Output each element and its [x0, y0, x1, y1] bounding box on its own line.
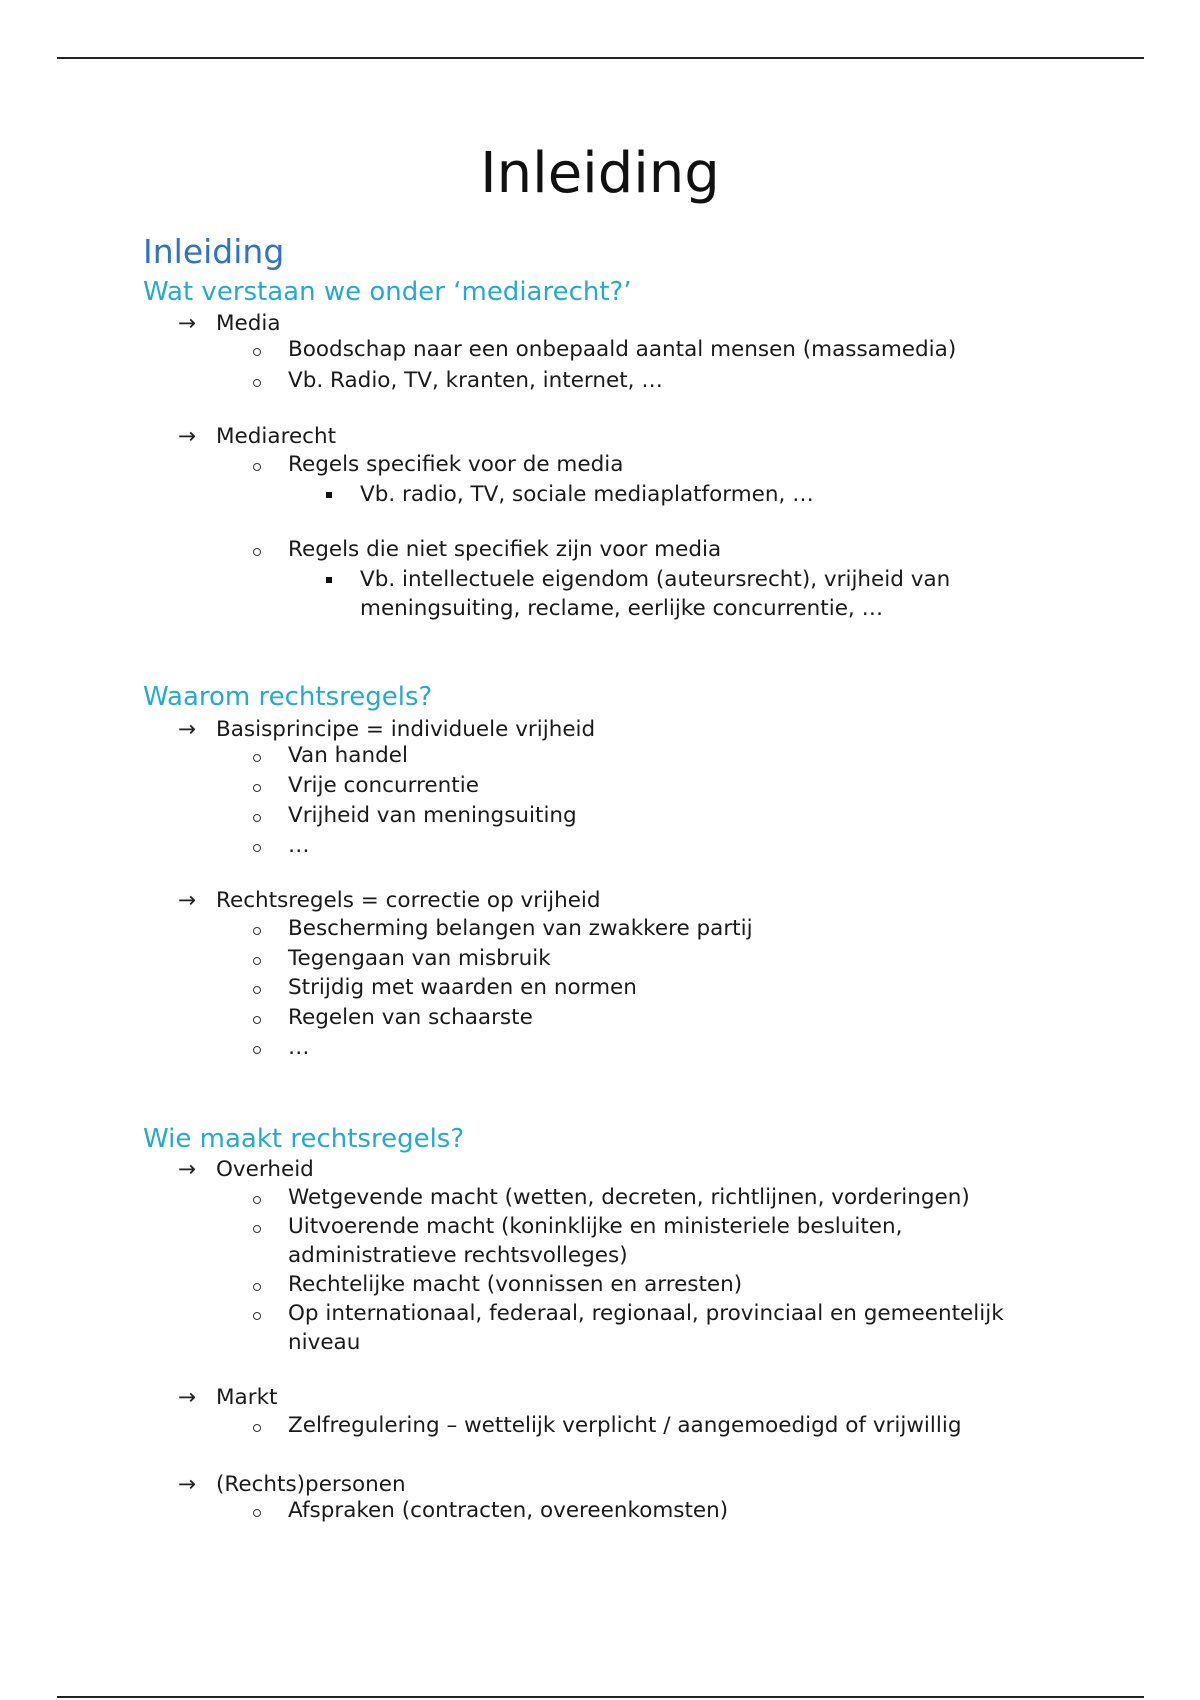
list-item-continuation: administratieve rechtsvolleges): [288, 1243, 628, 1268]
circle-bullet: [253, 1225, 261, 1233]
circle-bullet: [253, 844, 261, 852]
list-item: Wetgevende macht (wetten, decreten, richtlijnen, vorderingen): [288, 1185, 970, 1210]
list-item: Rechtsregels = correctie op vrijheid: [216, 888, 601, 913]
subheading-wie: Wie maakt rechtsregels?: [143, 1124, 465, 1154]
list-item: Markt: [216, 1385, 278, 1410]
circle-bullet: [253, 784, 261, 792]
list-item: Afspraken (contracten, overeenkomsten): [288, 1498, 729, 1523]
list-item: Rechtelijke macht (vonnissen en arresten): [288, 1272, 743, 1297]
arrow-bullet: →: [178, 1472, 197, 1497]
list-item: Van handel: [288, 743, 408, 768]
list-item: Basisprincipe = individuele vrijheid: [216, 717, 596, 742]
circle-bullet: [253, 1196, 261, 1204]
arrow-bullet: →: [178, 717, 197, 742]
circle-bullet: [253, 957, 261, 965]
list-item: Op internationaal, federaal, regionaal, provinciaal en gemeentelijk: [288, 1301, 1004, 1326]
circle-bullet: [253, 1283, 261, 1291]
circle-bullet: [253, 379, 261, 387]
arrow-bullet: →: [178, 424, 197, 449]
list-item: Regels die niet specifiek zijn voor media: [288, 537, 722, 562]
list-item: Vb. intellectuele eigendom (auteursrecht), vrijheid van: [360, 567, 951, 592]
list-item: (Rechts)personen: [216, 1472, 406, 1497]
list-item: …: [288, 1035, 310, 1060]
arrow-bullet: →: [178, 311, 197, 336]
arrow-bullet: →: [178, 1157, 197, 1182]
circle-bullet: [253, 754, 261, 762]
list-item: Regels specifiek voor de media: [288, 452, 624, 477]
list-item: Vrije concurrentie: [288, 773, 479, 798]
list-item: Media: [216, 311, 281, 336]
circle-bullet: [253, 463, 261, 471]
list-item: Bescherming belangen van zwakkere partij: [288, 916, 753, 941]
list-item: Vb. radio, TV, sociale mediaplatformen, …: [360, 482, 814, 507]
circle-bullet: [253, 814, 261, 822]
list-item: Vb. Radio, TV, kranten, internet, …: [288, 368, 663, 393]
list-item: Zelfregulering – wettelijk verplicht / aangemoedigd of vrijwillig: [288, 1413, 962, 1438]
header-rule: [57, 57, 1144, 59]
subheading-waarom: Waarom rechtsregels?: [143, 682, 433, 712]
arrow-bullet: →: [178, 888, 197, 913]
circle-bullet: [253, 348, 261, 356]
circle-bullet: [253, 927, 261, 935]
circle-bullet: [253, 548, 261, 556]
list-item: Strijdig met waarden en normen: [288, 975, 637, 1000]
square-bullet: [326, 492, 332, 498]
list-item-continuation: niveau: [288, 1330, 361, 1355]
list-item-continuation: meningsuiting, reclame, eerlijke concurrentie, …: [360, 596, 884, 621]
list-item: Vrijheid van meningsuiting: [288, 803, 577, 828]
square-bullet: [326, 577, 332, 583]
subheading-mediarecht: Wat verstaan we onder ‘mediarecht?’: [143, 277, 632, 307]
list-item: Tegengaan van misbruik: [288, 946, 551, 971]
circle-bullet: [253, 1424, 261, 1432]
list-item: Uitvoerende macht (koninklijke en ministeriele besluiten,: [288, 1214, 903, 1239]
circle-bullet: [253, 1509, 261, 1517]
circle-bullet: [253, 986, 261, 994]
circle-bullet: [253, 1016, 261, 1024]
circle-bullet: [253, 1046, 261, 1054]
list-item: Overheid: [216, 1157, 314, 1182]
section-heading: Inleiding: [143, 232, 285, 271]
list-item: …: [288, 833, 310, 858]
list-item: Boodschap naar een onbepaald aantal mensen (massamedia): [288, 337, 957, 362]
circle-bullet: [253, 1312, 261, 1320]
list-item: Regelen van schaarste: [288, 1005, 533, 1030]
page-title: Inleiding: [480, 141, 720, 206]
footer-rule: [57, 1696, 1144, 1698]
list-item: Mediarecht: [216, 424, 337, 449]
arrow-bullet: →: [178, 1385, 197, 1410]
